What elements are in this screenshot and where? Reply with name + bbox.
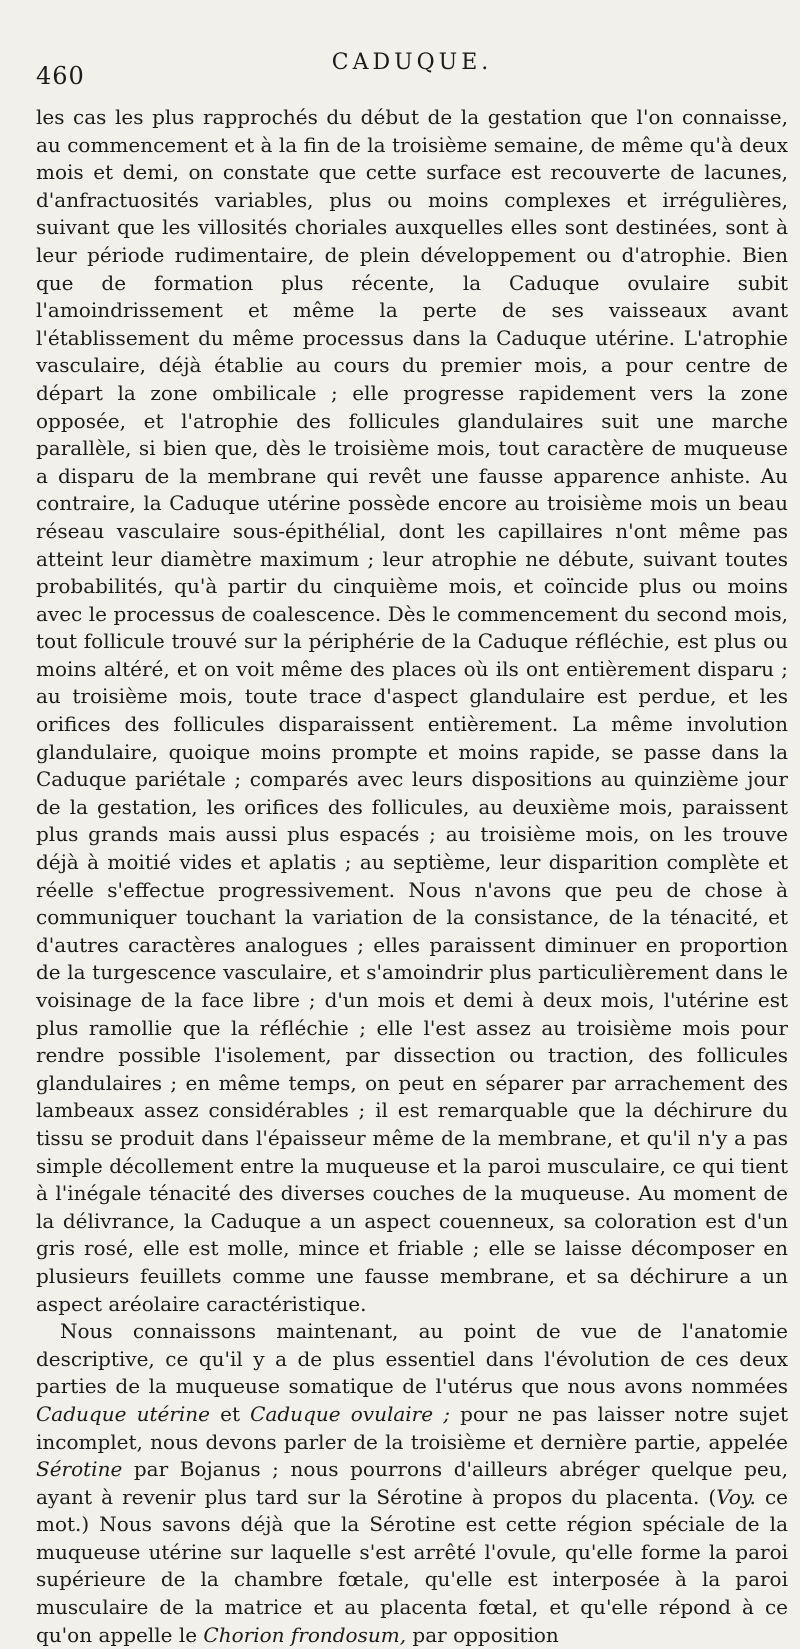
text-segment: Nous connaissons maintenant, au point de vue de l'anatomie descriptive, ce qu'il y a de plus essentiel dans l'évolution de ces deux parties de la muqueuse somatique de l'utérus que nous avons nommées (36, 1319, 788, 1399)
page-number: 460 (36, 62, 85, 90)
running-title: CADUQUE. (331, 50, 493, 75)
text-segment: les cas les plus rapprochés du début de la gestation que l'on connaisse, au commencement et à la fin de la troisième semaine, de même qu'à deux mois et demi, on constate que cette surface est recouverte de lacunes, d'anfractuosités variables, plus ou moins complexes et irrégulières, suivant que les villosités choriales auxquelles elles sont destinées, sont à leur période rudimentaire, de plein développement ou d'atrophie. Bien que de formation plus récente, la Caduque ovulaire subit l'amoindrissement et même la perte de ses vaisseaux avant l'établissement du même processus dans la Caduque utérine. L'atrophie vasculaire, déjà établie au cours du premier mois, a pour centre de départ la zone ombilicale ; elle progresse rapidement vers la zone opposée, et l'atrophie des follicules glandulaires suit une marche parallèle, si bien que, dès le troisième mois, tout caractère de muqueuse a disparu de la membrane qui revêt une fausse apparence anhiste. Au contraire, la Caduque utérine possède encore au troisième mois un beau réseau vasculaire sous-épithélial, dont les capillaires n'ont même pas atteint leur diamètre maximum ; leur atrophie ne débute, suivant toutes probabilités, qu'à partir du cinquième mois, et coïncide plus ou moins avec le processus de coalescence. Dès le commencement du second mois, tout follicule trouvé sur la périphérie de la Caduque réfléchie, est plus ou moins altéré, et on voit même des places où ils ont entièrement disparu ; au troisième mois, toute trace d'aspect glandulaire est perdue, et les orifices des follicules disparaissent entièrement. La même involution glandulaire, quoique moins prompte et moins rapide, se passe dans la Caduque pariétale ; comparés avec leurs dispositions au quinzième jour de la gestation, les orifices des follicules, au deuxième mois, paraissent plus grands mais aussi plus espacés ; au troisième mois, on les trouve déjà à moitié vides et aplatis ; au septième, leur disparition complète et réelle s'effectue progressivement. Nous n'avons que peu de chose à communiquer touchant la variation de la consistance, de la ténacité, et d'autres caractères analogues ; elles paraissent diminuer en proportion de la turgescence vasculaire, et s'amoindrir plus particulièrement dans le voisinage de la face libre ; d'un mois et demi à deux mois, l'utérine est plus ramollie que la réfléchie ; elle l'est assez au troisième mois pour rendre possible l'isolement, par dissection ou traction, des follicules glandulaires ; en même temps, on peut en séparer par arrachement des lambeaux assez considérables ; il est remarquable que la déchirure du tissu se produit dans l'épaisseur même de la membrane, et qu'il n'y a pas simple décollement entre la muqueuse et la paroi musculaire, ce qui tient à l'inégale ténacité des diverses couches de la muqueuse. Au moment de la délivrance, la Caduque a un aspect couenneux, sa coloration est d'un gris rosé, elle est molle, mince et friable ; elle se laisse décomposer en plusieurs feuillets comme une fausse membrane, et sa déchirure a un aspect aréolaire caractéristique. (36, 105, 788, 1316)
italic-term: Caduque utérine (36, 1401, 210, 1426)
body-text (36, 104, 788, 1649)
text-segment: et (210, 1401, 251, 1426)
italic-term: Caduque ovulaire ; (250, 1401, 450, 1426)
running-head (36, 0, 788, 104)
text-segment: par Bojanus ; nous pourrons d'ailleurs abréger quelque peu, ayant à revenir plus tard sur la Sérotine à propos du placenta. ( (36, 1457, 788, 1509)
text-segment: ce mot.) Nous savons déjà que la Sérotine est cette région spéciale de la muqueuse utérine sur laquelle s'est arrêté l'ovule, qu'elle forme la paroi supérieure de la chambre fœtale, qu'elle est interposée à la paroi musculaire de la matrice et au placenta fœtal, et qu'elle répond à ce qu'on appelle le (36, 1484, 788, 1647)
paragraph-1 (36, 104, 788, 1318)
text-segment: par opposition (406, 1622, 559, 1647)
italic-term: Sérotine (36, 1457, 123, 1482)
paragraph-2 (36, 1318, 788, 1649)
italic-term: Voy. (716, 1484, 756, 1509)
text-segment: pour ne pas laisser notre sujet incomplet, nous devons parler de la troisième et dernière partie, appelée (36, 1401, 789, 1454)
italic-term: Chorion frondosum, (203, 1622, 407, 1647)
